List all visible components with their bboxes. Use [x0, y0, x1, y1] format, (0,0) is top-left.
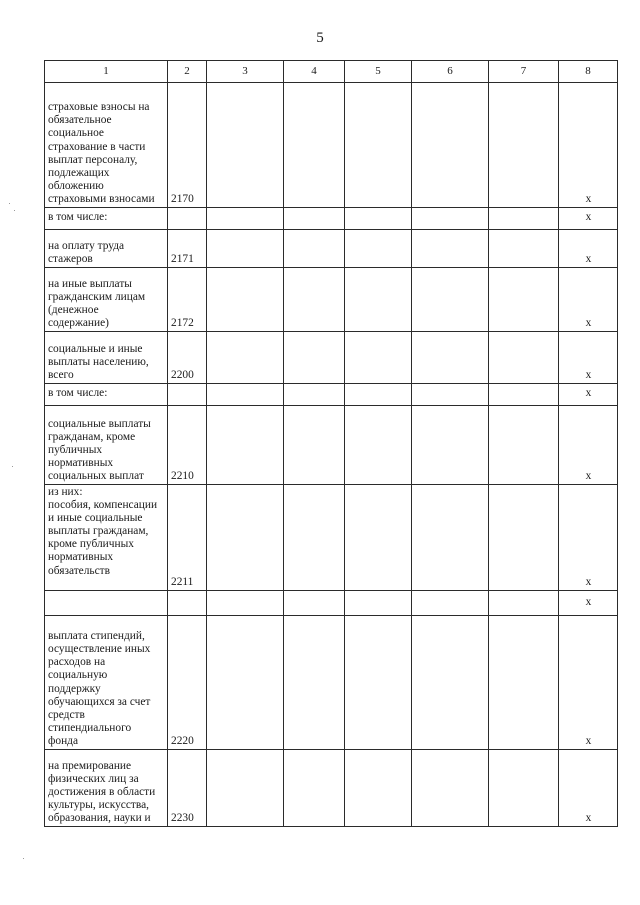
table-cell	[284, 332, 345, 384]
table-cell	[345, 83, 412, 208]
row-label: на премирование физических лиц за достижения в области культуры, искусства, образования, науки и	[45, 750, 168, 827]
table-row	[45, 208, 618, 230]
table-row	[45, 750, 618, 827]
table-cell	[412, 230, 489, 268]
table-cell	[345, 750, 412, 827]
row-code: 2172	[168, 268, 207, 332]
table-cell	[284, 230, 345, 268]
table-cell	[345, 268, 412, 332]
table-cell	[489, 750, 559, 827]
table-cell	[207, 208, 284, 230]
budget-table	[44, 60, 618, 827]
table-cell	[412, 83, 489, 208]
table-cell	[207, 750, 284, 827]
table-cell	[412, 384, 489, 406]
row-label: социальные выплаты гражданам, кроме публичных нормативных социальных выплат	[45, 406, 168, 485]
table-cell	[284, 750, 345, 827]
page-number: 5	[316, 30, 324, 46]
table-row	[45, 591, 618, 616]
table-cell	[489, 230, 559, 268]
table-row	[45, 230, 618, 268]
row-col8-mark: x	[559, 230, 618, 268]
row-col8-mark: x	[559, 616, 618, 750]
table-cell	[489, 485, 559, 591]
table-cell	[207, 406, 284, 485]
row-code: 2170	[168, 83, 207, 208]
column-header-8: 8	[559, 61, 618, 83]
table-cell	[489, 268, 559, 332]
table-cell	[412, 268, 489, 332]
table-cell	[284, 384, 345, 406]
table-cell	[489, 208, 559, 230]
table-cell	[489, 332, 559, 384]
table-cell	[207, 485, 284, 591]
table-cell	[489, 83, 559, 208]
table-cell	[207, 230, 284, 268]
table-cell	[412, 208, 489, 230]
table-cell	[489, 406, 559, 485]
row-code: 2220	[168, 616, 207, 750]
column-header-1: 1	[45, 61, 168, 83]
table-row	[45, 384, 618, 406]
row-code	[168, 208, 207, 230]
row-label: страховые взносы на обязательное социальное страхование в части выплат персоналу, подлежащих обложению страховыми взносами	[45, 83, 168, 208]
row-col8-mark: x	[559, 268, 618, 332]
table-cell	[345, 230, 412, 268]
table-cell	[345, 406, 412, 485]
table-cell	[284, 268, 345, 332]
table-cell	[207, 268, 284, 332]
table-row	[45, 406, 618, 485]
table-cell	[412, 750, 489, 827]
table-cell	[412, 332, 489, 384]
row-code: 2210	[168, 406, 207, 485]
column-header-5: 5	[345, 61, 412, 83]
table-cell	[489, 591, 559, 616]
table-cell	[284, 406, 345, 485]
row-label: в том числе:	[45, 208, 168, 230]
table-cell	[207, 616, 284, 750]
table-cell	[345, 384, 412, 406]
row-label: социальные и иные выплаты населению, всего	[45, 332, 168, 384]
table-cell	[284, 83, 345, 208]
table-cell	[412, 406, 489, 485]
table-cell	[284, 485, 345, 591]
table-header-row	[45, 61, 618, 83]
row-code: 2200	[168, 332, 207, 384]
table-row	[45, 268, 618, 332]
table-cell	[284, 616, 345, 750]
table-cell	[412, 591, 489, 616]
row-code: 2171	[168, 230, 207, 268]
row-label: из них: пособия, компенсации и иные социальные выплаты гражданам, кроме публичных нормативных обязательств	[45, 485, 168, 591]
row-label	[45, 591, 168, 616]
row-code: 2211	[168, 485, 207, 591]
table-cell	[207, 384, 284, 406]
row-col8-mark: x	[559, 332, 618, 384]
table-cell	[345, 591, 412, 616]
row-col8-mark: x	[559, 485, 618, 591]
row-code: 2230	[168, 750, 207, 827]
row-col8-mark: x	[559, 208, 618, 230]
table-cell	[345, 332, 412, 384]
row-label: на иные выплаты гражданским лицам (денежное содержание)	[45, 268, 168, 332]
column-header-6: 6	[412, 61, 489, 83]
table-cell	[412, 485, 489, 591]
table-cell	[489, 384, 559, 406]
column-header-7: 7	[489, 61, 559, 83]
table-row	[45, 83, 618, 208]
row-label: на оплату труда стажеров	[45, 230, 168, 268]
column-header-3: 3	[207, 61, 284, 83]
table-cell	[489, 616, 559, 750]
column-header-2: 2	[168, 61, 207, 83]
table-cell	[412, 616, 489, 750]
table-cell	[207, 332, 284, 384]
table-cell	[207, 83, 284, 208]
row-col8-mark: x	[559, 406, 618, 485]
table-cell	[284, 208, 345, 230]
row-col8-mark: x	[559, 750, 618, 827]
table-row	[45, 485, 618, 591]
table-cell	[345, 208, 412, 230]
row-label: выплата стипендий, осуществление иных расходов на социальную поддержку обучающихся за счет средств стипендиального фонда	[45, 616, 168, 750]
table-row	[45, 332, 618, 384]
row-col8-mark: x	[559, 384, 618, 406]
table-cell	[345, 616, 412, 750]
table-cell	[207, 591, 284, 616]
row-label: в том числе:	[45, 384, 168, 406]
row-col8-mark: x	[559, 591, 618, 616]
row-col8-mark: x	[559, 83, 618, 208]
column-header-4: 4	[284, 61, 345, 83]
table-row	[45, 616, 618, 750]
row-code	[168, 384, 207, 406]
table-cell	[284, 591, 345, 616]
table-cell	[345, 485, 412, 591]
row-code	[168, 591, 207, 616]
